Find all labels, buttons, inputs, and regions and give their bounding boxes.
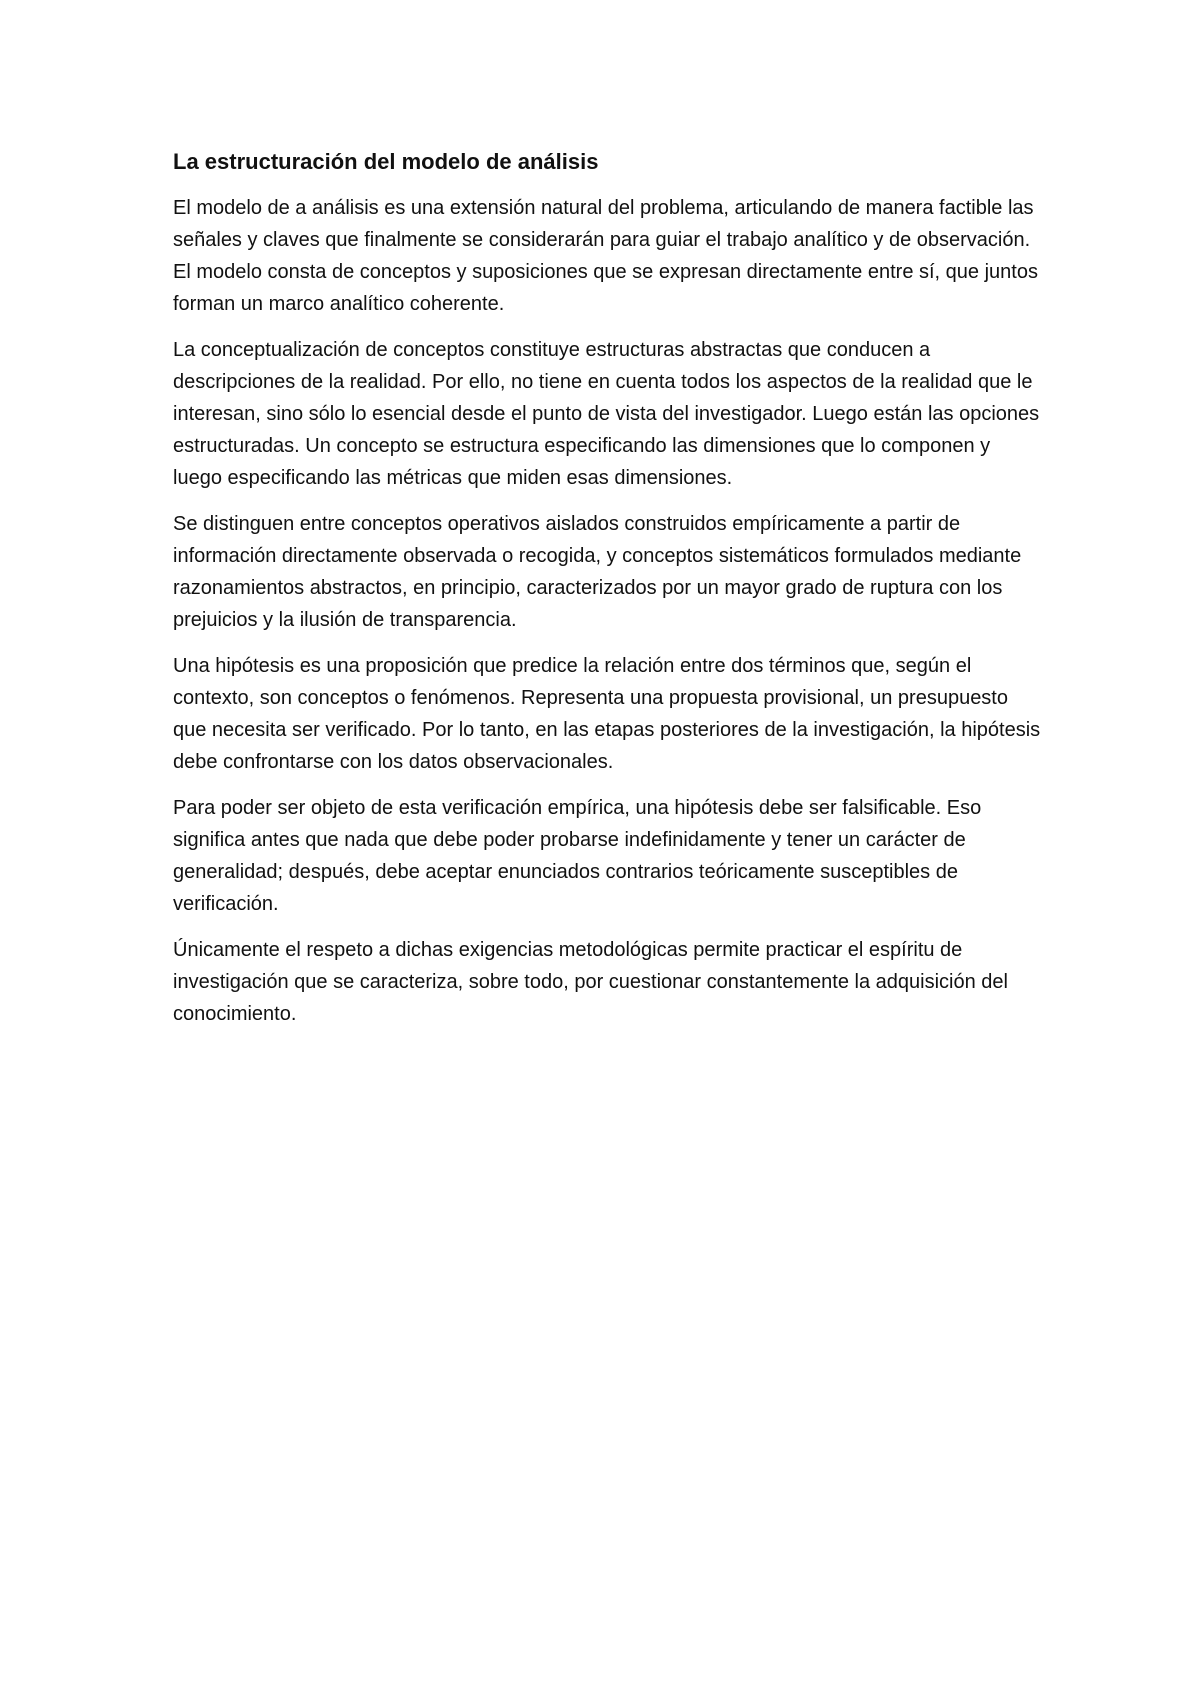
paragraph-falsifiability: Para poder ser objeto de esta verificación empírica, una hipótesis debe ser falsificable. Eso significa antes que nada que debe poder probarse indefinidamente y tener un carácter de generalidad; después, debe aceptar enunciados contrarios teóricamente susceptibles de verificación.	[173, 797, 982, 915]
paragraph-concept-types: Se distinguen entre conceptos operativos aislados construidos empíricamente a partir de información directamente observada o recogida, y conceptos sistemáticos formulados mediante razonamientos abstractos, en principio, caracterizados por un mayor grado de ruptura con los prejuicios y la ilusión de transparencia.	[173, 513, 1022, 631]
document-body	[173, 146, 1043, 1044]
paragraph-methodology: Únicamente el respeto a dichas exigencias metodológicas permite practicar el espíritu de investigación que se caracteriza, sobre todo, por cuestionar constantemente la adquisición del conocimiento.	[173, 939, 1008, 1025]
paragraph-hypothesis: Una hipótesis es una proposición que predice la relación entre dos términos que, según el contexto, son conceptos o fenómenos. Representa una propuesta provisional, un presupuesto que necesita ser verificado. Por lo tanto, en las etapas posteriores de la investigación, la hipótesis debe confrontarse con los datos observacionales.	[173, 655, 1041, 773]
paragraph-model-definition: El modelo de a análisis es una extensión natural del problema, articulando de manera factible las señales y claves que finalmente se considerarán para guiar el trabajo analítico y de observación. El modelo consta de conceptos y suposiciones que se expresan directamente entre sí, que juntos forman un marco analítico coherente.	[173, 197, 1038, 315]
document-title: La estructuración del modelo de análisis	[173, 149, 599, 174]
paragraph-conceptualization: La conceptualización de conceptos constituye estructuras abstractas que conducen a descripciones de la realidad. Por ello, no tiene en cuenta todos los aspectos de la realidad que le interesan, sino sólo lo esencial desde el punto de vista del investigador. Luego están las opciones estructuradas. Un concepto se estructura especificando las dimensiones que lo componen y luego especificando las métricas que miden esas dimensiones.	[173, 339, 1040, 489]
